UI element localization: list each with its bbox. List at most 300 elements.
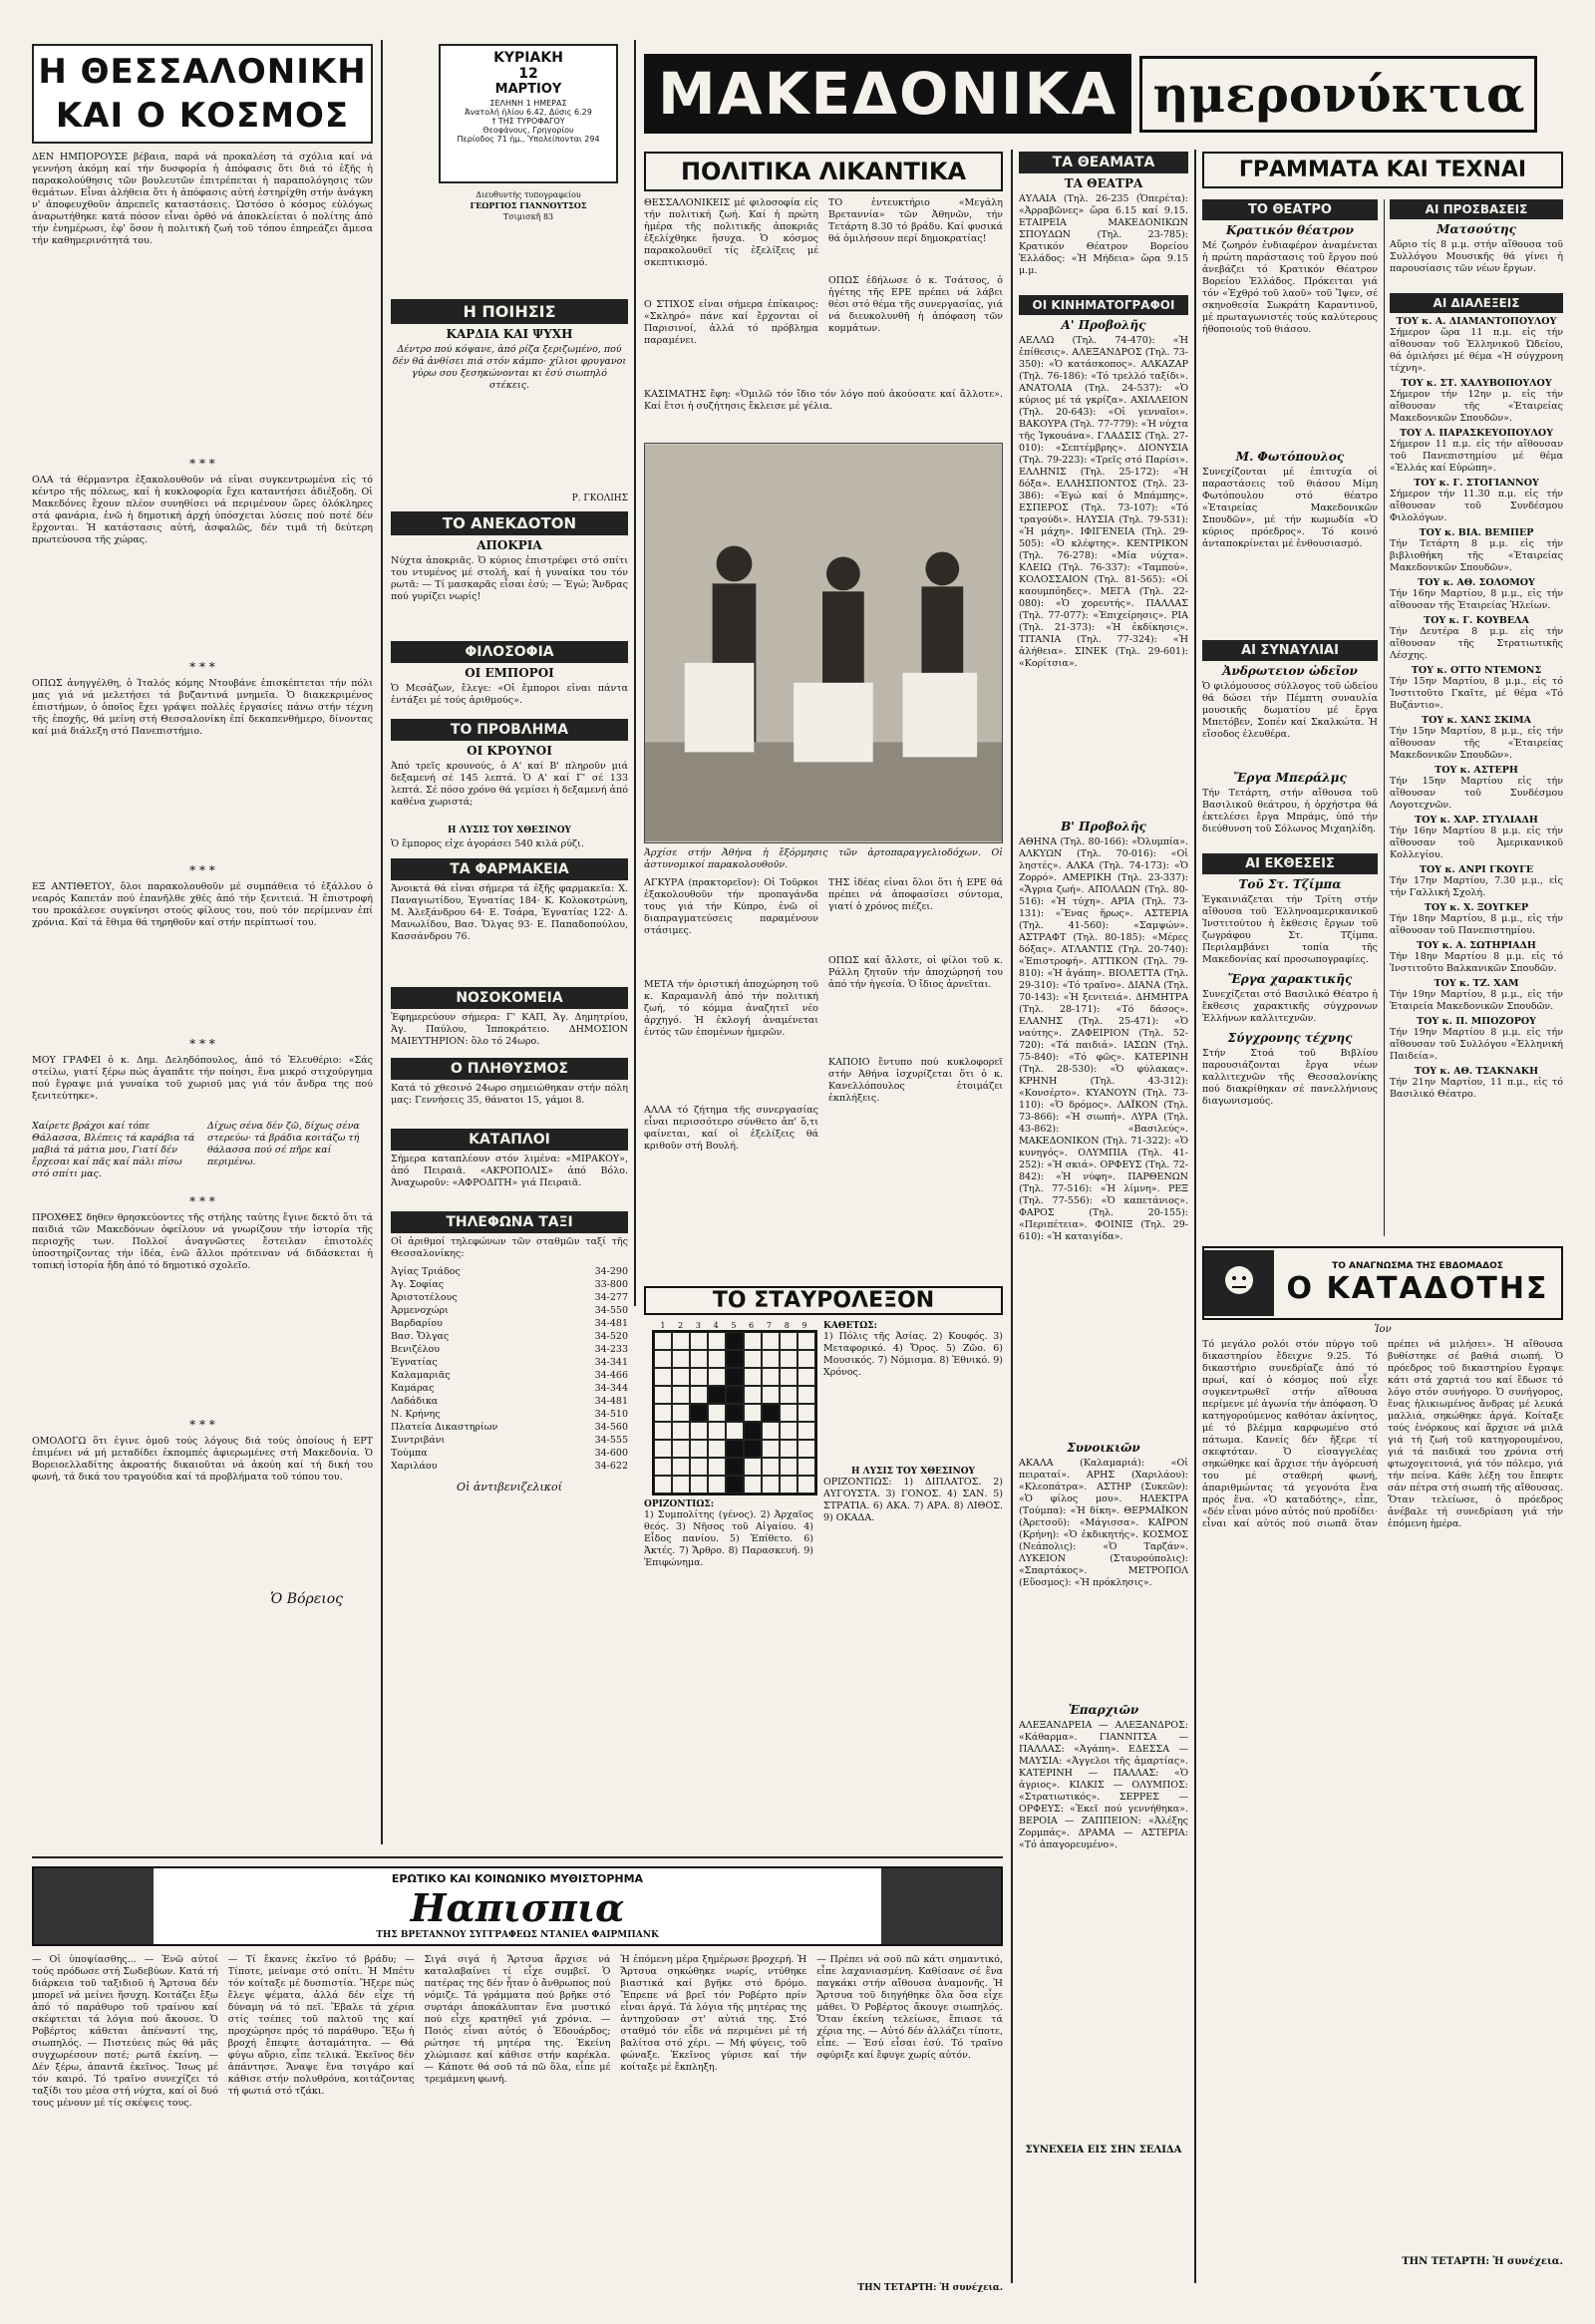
crossword-cell[interactable] <box>708 1350 726 1368</box>
lecture-speaker: ΤΟΥ κ. ΤΖ. ΧΑΜ <box>1434 978 1519 989</box>
crossword-cell[interactable] <box>690 1386 708 1404</box>
crossword-cell[interactable] <box>708 1458 726 1476</box>
crossword-cell[interactable] <box>726 1422 744 1440</box>
crossword-cell[interactable] <box>690 1440 708 1458</box>
crossword-cell[interactable] <box>780 1404 798 1422</box>
crossword-number: 6 <box>749 1321 755 1330</box>
taxi-phone-row <box>391 1304 628 1317</box>
crossword-cell <box>690 1404 708 1422</box>
serial-body: Τό μεγάλο ρολόι στόν πύργο τοῦ δικαστηρίου ἔδειχνε 9.25. Τό δικαστήριο συνεδρίαζε ἀπό τό πρωί, καί ὁ κόσμος πού εἶχε συγκεντρωθεῖ στήν αἴθουσα περίμενε μέ ἀγωνία τήν ἀπόφαση. Ὁ κατηγορούμενος καθόταν ἀκίνητος, μέ τό βλέμμα καρφωμένο στό πάτωμα. Κανείς δέν ἤξερε τί σκεφτόταν. Ὁ εἰσαγγελέας σηκώθηκε καί ἄρχισε τήν ἀγόρευσή του μέ σταθερή φωνή, ἀπαριθμώντας τά γεγονότα ἕνα πρός ἕνα. «Ὁ καταδότης», εἶπε, «δέν εἶναι μόνο αὐτός πού προδίδει· εἶναι καί αὐτός πού σιωπᾶ ὅταν πρέπει νά μιλήσει». Ἡ αἴθουσα βυθίστηκε σέ βαθιά σιωπή. Ὁ πρόεδρος τοῦ δικαστηρίου ἔγραψε κάτι στά χαρτιά του καί ἔδωσε τό λόγο στόν συνήγορο. Ὁ συνήγορος, ἕνας ἡλικιωμένος ἄνδρας μέ λευκά μαλλιά, σηκώθηκε ἀργά. Κοίταξε τούς ἐνόρκους καί ἄρχισε νά μιλᾶ γιά τή ζωή τοῦ κατηγορουμένου, γιά τά παιδικά του χρόνια στή φτωχογειτονιά, γιά τόν πόλεμο, γιά τήν πείνα. Κάθε λέξη του ἔπεφτε σάν πέτρα στή σιωπή τῆς αἴθουσας. Ὅταν τελείωσε, ὁ πρόεδρος ἀνέβαλε τή συνεδρίαση γιά τήν ἑπόμενη ἡμέρα. <box>1202 1339 1563 1529</box>
first-run-heading: Α' Προβολῆς <box>1061 318 1146 332</box>
crossword-cell[interactable] <box>708 1476 726 1494</box>
crossword-cell[interactable] <box>798 1458 815 1476</box>
population-heading: Ο ΠΛΗΘΥΣΜΟΣ <box>391 1058 628 1080</box>
lecture-speaker: ΤΟΥ κ. ΒΙΑ. ΒΕΜΠΕΡ <box>1419 527 1534 538</box>
crossword-solution: ΟΡΙΖΟΝΤΙΩΣ: 1) ΔΙΠΛΑΤΟΣ. 2) ΑΥΓΟΥΣΤΑ. 3) ΓΟΝΟΣ. 4) ΣΑΝ. 5) ΣΤΡΑΤΙΑ. 6) ΑΚΑ. 7) ΑΡΑ. 8) ΛΙΘΟΣ. 9) ΟΚΑΔΑ. <box>823 1477 1003 1523</box>
taxi-station-phone: 34-481 <box>594 1318 628 1329</box>
serial-portrait <box>1204 1250 1274 1316</box>
taxi-station-name: Συντριβάνι <box>391 1435 446 1446</box>
crossword-cell[interactable] <box>654 1458 672 1476</box>
crossword-cell <box>744 1440 762 1458</box>
lecture-details: Τήν 18ην Μαρτίου, 8 μ.μ., εἰς τήν αἴθουσαν τοῦ Πανεπιστημίου. <box>1390 913 1563 936</box>
pharmacies-body: Ἀνοικτά θά εἶναι σήμερα τά ἐξῆς φαρμακεῖα: Χ. Παναγιωτίδου, Ἐγνατίας 184· Κ. Κολοκοτρώνη, Μ. Ἀλεξάνδρου 64· Ε. Τσάρα, Ἐγνατίας 122· Δ. Μανωλίδου, Βασ. Ὄλγας 93· Ε. Παπαδοπούλου, Κασσάνδρου 76. <box>391 883 628 942</box>
column-5-header <box>1202 152 1563 188</box>
crossword-cell[interactable] <box>654 1386 672 1404</box>
serial-title: Ο ΚΑΤΑΔΟΤΗΣ <box>1286 1270 1549 1306</box>
taxi-station-name: Βαρδαρίου <box>391 1318 443 1329</box>
concerts-body: Ὁ φιλόμουσος σύλλογος τοῦ ὠδείου θά δώσει τήν Πέμπτη συναυλία μουσικῆς δωματίου μέ ἔργα Μπετόβεν, Σοπέν καί Σκαλκώτα. Ἡ εἴσοδος ἐλευθέρα. <box>1202 681 1378 740</box>
taxi-station-name: Χαριλάου <box>391 1461 438 1472</box>
crossword-cell[interactable] <box>654 1404 672 1422</box>
crossword-cell[interactable] <box>798 1422 815 1440</box>
crossword-cell[interactable] <box>780 1422 798 1440</box>
crossword-cell[interactable] <box>798 1386 815 1404</box>
article-para: ΟΠΩΣ ἀνηγγέλθη, ὁ Ἰταλός κόμης Ντουβάνε ἐπισκέπτεται τήν πόλι μας γιά νά μελετήσει τά βυζαντινά μνημεῖα. Ὁ διακεκριμένος ἐπιστήμων, ὁ ὁποῖος ἔχει γράψει πολλές ἐργασίες πάνω στήν τέχνη τῆς ἐποχῆς, θά μείνη στή Θεσσαλονίκη ἐπί δεκαπενθήμερο, δίνοντας καί μιά διάλεξη στό Πανεπιστήμιο. <box>32 678 373 737</box>
hospitals-heading: ΝΟΣΟΚΟΜΕΙΑ <box>391 987 628 1009</box>
crossword-cell[interactable] <box>690 1422 708 1440</box>
lecture-speaker: ΤΟΥ κ. Χ. ΞΟΥΓΚΕΡ <box>1424 902 1529 913</box>
photo-caption: Ἀρχίσε στήν Ἀθήνα ἡ ἔξόρμησις τῶν ἀρτοπαραγγελιοδόχων. Οἱ ἀστυνομικοί παρακολουθοῦν. <box>644 847 1003 870</box>
taxi-station-phone: 34-555 <box>594 1435 628 1446</box>
lecture-speaker: ΤΟΥ κ. ΟΤΤΟ ΝΤΕΜΟΝΣ <box>1411 665 1542 676</box>
lecture-speaker: ΤΟΥ κ. ΑΣΤΕΡΗ <box>1435 765 1518 776</box>
crossword-cell[interactable] <box>780 1368 798 1386</box>
taxi-phone-row <box>391 1421 628 1434</box>
taxi-phone-row <box>391 1447 628 1460</box>
theatres-heading: ΤΑ ΘΕΑΤΡΑ <box>1064 176 1143 190</box>
lecture-details: Τήν 15ην Μαρτίου, 8 μ.μ., εἰς τό Ἰνστιτοῦτο Γκαῖτε, μέ θέμα «Τό Βυζάντιο». <box>1390 676 1563 711</box>
crossword-cell <box>708 1386 726 1404</box>
crossword-cell <box>744 1422 762 1440</box>
bottom-serial-byline: ΤΗΣ ΒΡΕΤΑΝΝΟΥ ΣΥΓΓΡΑΦΕΩΣ ΝΤΑΝΙΕΛ ΦΑΙΡΜΠΑΝΚ <box>376 1930 659 1940</box>
crossword-cell[interactable] <box>708 1332 726 1350</box>
column-3-body <box>644 152 1003 1278</box>
crossword-cell[interactable] <box>780 1476 798 1494</box>
date-days: Περίοδος 71 ἡμ., Ὑπολείπονται 294 <box>457 135 600 144</box>
crossword-cell[interactable] <box>690 1476 708 1494</box>
lecture-speaker: ΤΟΥ κ. ΧΑΡ. ΣΤΥΛΙΑΔΗ <box>1415 815 1538 826</box>
weekly-serial <box>1202 1246 1563 2293</box>
separator-stars: * * * <box>189 1194 215 1208</box>
poetry-heading: Η ΠΟΙΗΣΙΣ <box>391 299 628 324</box>
crossword-cell[interactable] <box>798 1368 815 1386</box>
taxi-phone-row <box>391 1395 628 1408</box>
continued-note: ΣΥΝΕΧΕΙΑ ΕΙΣ ΣΗΝ ΣΕΛΙΔΑ <box>1025 2145 1182 2156</box>
taxi-station-phone: 34-466 <box>594 1370 628 1381</box>
taxi-phone-row <box>391 1460 628 1473</box>
taxi-station-phone: 34-481 <box>594 1396 628 1407</box>
crossword-cell[interactable] <box>762 1332 780 1350</box>
photopoulos-body: Συνεχίζονται μέ ἐπιτυχία οἱ παραστάσεις τοῦ θιάσου Μίμη Φωτόπουλου στό θέατρο «Ἑταιρείας Μακεδονικῶν Σπουδῶν», μέ τήν κωμωδία «Ὁ κύριος πρόεδρος». Τό κοινό ἀνταποκρίνεται μέ ἐνθουσιασμό. <box>1202 467 1378 549</box>
lectures-list <box>1390 316 1563 1101</box>
lecture-speaker: ΤΟΥ κ. Α. ΔΙΑΜΑΝΤΟΠΟΥΛΟΥ <box>1396 316 1557 327</box>
lectures-heading: ΑΙ ΔΙΑΛΕΞΕΙΣ <box>1390 293 1563 313</box>
lecture-speaker: ΤΟΥ κ. Α. ΣΩΤΗΡΙΑΔΗ <box>1417 940 1536 951</box>
serial-face-left <box>34 1868 154 1944</box>
crossword-cell[interactable] <box>708 1440 726 1458</box>
taxi-station-phone: 34-233 <box>594 1344 628 1355</box>
taxi-station-phone: 34-344 <box>594 1383 628 1394</box>
lecture-details: Τήν 15ην Μαρτίου, 8 μ.μ., εἰς τήν αἴθουσαν τῆς «Ἐταιρείας Μακεδονικῶν Σπουδῶν». <box>1390 726 1563 761</box>
crossword-cell <box>726 1458 744 1476</box>
politics-para: ΤΗΣ ἰδέας εἶναι ὅλοι ὅτι ἡ ΕΡΕ θά πρέπει νά ἀποφασίσει σύντομα, γιατί ὁ χρόνος πιέζει. <box>828 877 1003 912</box>
taxi-station-name: Ν. Κρήνης <box>391 1409 441 1420</box>
column-rule <box>1011 150 1013 2283</box>
crossword-cell[interactable] <box>672 1422 690 1440</box>
crossword-cell[interactable] <box>762 1458 780 1476</box>
taxi-station-phone: 34-290 <box>594 1266 628 1277</box>
crossword-cell[interactable] <box>744 1332 762 1350</box>
concerts-subheading: Ἀνδρωτειον ὠδεῖον <box>1222 664 1358 678</box>
date-moon: ΣΕΛΗΝΗ 1 ΗΜΕΡΑΣ <box>489 99 567 108</box>
poetry-body: Δέντρο πού κόψανε, ἀπό ρίζα ξεριζωμένο, πού δέν θά ἀνθίσει πιά στόν κάμπο· χίλιοι φρυγανοι γύρω σου ξεσηκώνονται κι ἐσύ σιωπηλό στέκεις. <box>392 344 627 391</box>
crossword-cell[interactable] <box>744 1404 762 1422</box>
concerts-subheading-2: Ἔργα Μπεράλμς <box>1233 771 1347 785</box>
crossword-cell[interactable] <box>654 1332 672 1350</box>
bottom-serial-kicker: ΕΡΩΤΙΚΟ ΚΑΙ ΚΟΙΝΩΝΙΚΟ ΜΥΘΙΣΤΟΡΗΜΑ <box>391 1872 644 1885</box>
crossword-cell[interactable] <box>744 1368 762 1386</box>
taxi-station-phone: 34-622 <box>594 1461 628 1472</box>
concerts-heading: ΑΙ ΣΥΝΑΥΛΙΑΙ <box>1202 640 1378 661</box>
crossword-cell[interactable] <box>690 1458 708 1476</box>
taxi-station-name: Λαδάδικα <box>391 1396 439 1407</box>
lecture-details: Τήν 16ην Μαρτίου, 8 μ.μ., εἰς τήν αἴθουσαν τῆς Ἑταιρείας Ἠλείων. <box>1390 588 1563 611</box>
crossword-cell[interactable] <box>672 1368 690 1386</box>
column-2-body <box>391 299 628 1864</box>
problem-body: Ἀπό τρεῖς κρουνούς, ὁ Α' καί Β' πληροῦν μιά δεξαμενή σέ 145 λεπτά. Ὁ Α' καί Γ' σέ 133 λεπτά. Σέ πόσο χρόνο θά γεμίσει ἡ δεξαμενή ἀπό καθένα χωριστά; <box>391 761 628 808</box>
crossword-cell[interactable] <box>762 1350 780 1368</box>
poem-right: Δίχως σένα δέν ζῶ, δίχως σένα στερεύω· τά βράδια κοιτάζω τή θάλασσα πού σέ πῆρε καί περιμένω. <box>207 1121 360 1167</box>
taxi-phone-row <box>391 1291 628 1304</box>
crossword-number: 8 <box>784 1321 790 1330</box>
article-para: ΕΞ ΑΝΤΙΘΕΤΟΥ, ὅλοι παρακολουθοῦν μέ συμπάθεια τό ἐξάλλου ὁ νεαρός Καπετάν πού ἐπανῆλθε χθές ἀπό τήν ξενιτειά. Ἡ ἐπιστροφή του προκάλεσε συγκίνησι στούς φίλους του, πού τόν περίμεναν ἐπί χρόνια. Καί τά ἔθιμα θά τηρηθοῦν καί στήν περίπτωσί του. <box>32 881 373 928</box>
politics-headline: ΠΟΛΙΤΙΚΑ ΛΙΚΑΝΤΙΚΑ <box>644 152 1003 191</box>
crossword-cell[interactable] <box>708 1422 726 1440</box>
problem-subheading: ΟΙ ΚΡΟΥΝΟΙ <box>467 744 552 758</box>
crossword-cell[interactable] <box>780 1332 798 1350</box>
taxi-station-name: Καλαμαριᾶς <box>391 1370 451 1381</box>
pharmacies-heading: ΤΑ ΦΑΡΜΑΚΕΙΑ <box>391 858 628 880</box>
crossword-cell[interactable] <box>798 1332 815 1350</box>
serial-face-right <box>881 1868 1001 1944</box>
face-icon <box>1214 1258 1264 1308</box>
crossword-cell[interactable] <box>762 1386 780 1404</box>
crossword-cell[interactable] <box>744 1458 762 1476</box>
lecture-details: Τήν Δευτέρα 8 μ.μ. εἰς τήν αἴθουσαν τῆς Στρατιωτικῆς Λέσχης. <box>1390 626 1563 661</box>
crossword-column-numbers <box>654 1321 813 1330</box>
politics-para: ΤΟ ἐντευκτήριο «Μεγάλη Βρεταννία» τῶν Ἀθηνῶν, τήν Τετάρτη 8.30 τό βράδυ. Καί φυσικά θά ὁμιλήσουν περί δημοκρατίας! <box>828 197 1003 244</box>
lecture-speaker: ΤΟΥ κ. ΑΝΡΙ ΓΚΟΥΓΕ <box>1419 864 1534 875</box>
bottom-serial-col: — Τί ἔκανες ἐκεῖνο τό βράδυ; — Τίποτε, μείναμε στό σπίτι. Ἡ Μπέτυ τόν κοίταξε μέ δυσπιστία. Ἤξερε πώς ἔλεγε ψέματα, ἀλλά δέν εἶχε τή δύναμη νά τό πεῖ. Ἔβαλε τά χέρια στίς τσέπες τοῦ παλτοῦ της καί προχώρησε πρός τό παράθυρο. Ἔξω ἡ βροχή ἔπεφτε ἀσταμάτητα. — Θά φύγω αὔριο, εἶπε τελικά. Ἐκεῖνος δέν ἀπάντησε. Ἄναψε ἕνα τσιγάρο καί κάθισε στήν πολυθρόνα, κοιτάζοντας τή φωτιά στό τζάκι. <box>227 1954 415 2097</box>
politics-para: ΟΠΩΣ καί ἄλλοτε, οἱ φίλοι τοῦ κ. Ράλλη ζητοῦν τήν ἀποχώρησή του ἀπό τήν ἡγεσία. Ὁ ἴδιος ἀρνεῖται. <box>828 955 1003 990</box>
crossword-cell[interactable] <box>762 1368 780 1386</box>
column-rule <box>1194 150 1196 2283</box>
taxi-phone-row <box>391 1278 628 1291</box>
article-para: ΜΟΥ ΓΡΑΦΕΙ ὁ κ. Δημ. Δεληδόπουλος, ἀπό τό Ἐλευθέριο: «Σάς στείλω, γιατί ξέρω πώς ἀγαπᾶτε τήν ποίησι, ἕνα μικρό στιχούργημα πού ἔγραψε μιά γυναίκα τοῦ χωριοῦ μας γιά τόν ἄνδρα της πού ξενιτεύτηκε». <box>32 1055 373 1102</box>
taxi-phones-intro: Οἱ ἀριθμοί τηλεφώνων τῶν σταθμῶν ταξί τῆς Θεσσαλονίκης: <box>391 1236 628 1259</box>
taxi-phone-list <box>391 1265 628 1473</box>
taxi-phone-row <box>391 1265 628 1278</box>
lecture-speaker: ΤΟΥ κ. Π. ΜΠΟΖΟΡΟΥ <box>1417 1016 1536 1027</box>
lecture-details: Τήν 19ην Μαρτίου, 8 μ.μ., εἰς τήν Ἑταιρεία Μακεδονικῶν Σπουδῶν. <box>1390 989 1563 1012</box>
separator-stars: * * * <box>189 660 215 674</box>
crossword-cell[interactable] <box>780 1440 798 1458</box>
crossword-cell <box>726 1404 744 1422</box>
crossword-cell <box>726 1386 744 1404</box>
crossword-cell[interactable] <box>672 1440 690 1458</box>
column-5b-body <box>1390 199 1563 1236</box>
crossword-cell[interactable] <box>762 1476 780 1494</box>
bottom-serial-title: Ηαπισπια <box>410 1885 625 1930</box>
poetry-subheading: ΚΑΡΔΙΑ ΚΑΙ ΨΥΧΗ <box>446 327 573 341</box>
column-title-line1: Η ΘΕΣΣΑΛΟΝΙΚΗ <box>38 52 367 92</box>
lecture-details: Σήμερον τήν 12ην μ. εἰς τήν αἴθουσαν τῆς «Ἐταιρείας Μακεδονικῶν Σπουδῶν». <box>1390 389 1563 424</box>
crossword-cell[interactable] <box>654 1350 672 1368</box>
crossword-cell[interactable] <box>708 1368 726 1386</box>
lecture-details: Τήν 15ην Μαρτίου εἰς τήν αἴθουσαν τοῦ Συνδέσμου Λογοτεχνῶν. <box>1390 776 1563 811</box>
masthead-title-a: ΜΑΚΕΔΟΝΙΚΑ <box>644 54 1131 134</box>
date-day: ΚΥΡΙΑΚΗ <box>493 50 563 66</box>
bottom-serial-body <box>32 1954 1003 2313</box>
bottom-serial-col: — Πρέπει νά σοῦ πῶ κάτι σημαντικό, εἶπε λαχανιασμένη. Καθίσανε σέ ἕνα παγκάκι στήν αἴθουσα ἀναμονῆς. Ἡ Ἄρτσυα τοῦ διηγήθηκε ὅλα ὅσα εἶχε μάθει. Ὁ Ροβέρτος ἄκουγε σιωπηλός. Ὅταν ἐκείνη τελείωσε, ἔπιασε τά χέρια της. — Αὐτό δέν ἀλλάζει τίποτε, εἶπε. — Ἐσύ εἶσαι ἐσύ. Τό τραῖνο σφύριξε καί ἔφυγε χωρίς αὐτόν. <box>816 1954 1003 2061</box>
crossword-cell <box>726 1440 744 1458</box>
crossword-cell[interactable] <box>780 1386 798 1404</box>
date-sun: Ἀνατολή ἡλίου 6.42, Δύσις 6.29 <box>465 108 592 117</box>
article-para: ΟΛΑ τά θέρμαντρα ἐξακολουθοῦν νά εἶναι συγκεντρωμένα εἰς τό κέντρο τῆς πόλεως, καί ἡ κυκλοφορία ἔχει καταντήσει ἀδιέξοδη. Οἱ Μακεδόνες ἔχουν πλέον συνηθίσει νά περιμένουν ὥρες ὁλόκληρες στά φανάρια, ἐνῶ ἡ δημοτική ἀρχή ὑπόσχεται λύσεις πού ποτέ δέν ἔρχονται. Ἡ κατάστασις αὐτή, ἀσφαλῶς, δέν τιμᾶ τή δεύτερη πρωτεύουσα τῆς χώρας. <box>32 475 373 545</box>
crossword-number: 9 <box>801 1321 807 1330</box>
separator-stars: * * * <box>189 1037 215 1051</box>
presentations-subheading: Ματσούτης <box>1436 222 1516 236</box>
main-masthead <box>644 44 1563 144</box>
politics-para: ΑΓΚΥΡΑ (πρακτορεῖον): Οἱ Τοῦρκοι ἐξακολουθοῦν τήν προπαγάνδα τους γιά τήν Κύπρο, ἐνῶ οἱ διαπραγματεύσεις παραμένουν στάσιμες. <box>644 877 818 936</box>
date-box <box>439 44 618 183</box>
taxi-station-name: Ἐγνατίας <box>391 1357 438 1368</box>
taxi-station-phone: 34-277 <box>594 1292 628 1303</box>
date-number: 12 <box>518 66 538 82</box>
crossword-cell[interactable] <box>672 1386 690 1404</box>
exhibitions-body: Ἐγκαινιάζεται τήν Τρίτη στήν αἴθουσα τοῦ Ἑλληνοαμερικανικοῦ Ἰνστιτούτου ἡ ἔκθεσις ἔργων τοῦ ζωγράφου Στ. Τζίμπα. Περιλαμβάνει τοπία τῆς Μακεδονίας καί προσωπογραφίες. <box>1202 894 1378 965</box>
second-run-list: ΑΘΗΝΑ (Τηλ. 80-166): «Ὀλυμπία». ΑΛΚΥΩΝ (Τηλ. 70-016): «Οἱ ληστές». ΑΛΚΑ (Τηλ. 74-173): «Ὁ Ζορρό». ΑΜΕΡΙΚΗ (Τηλ. 23-337): «Ἄγρια ζωή». ΑΠΟΛΛΩΝ (Τηλ. 80-516): «Ἡ τύχη». ΑΡΙΑ (Τηλ. 73-131): «Ἕνας ἥρως». ΑΣΤΕΡΙΑ (Τηλ. 41-560): «Σαμψών». ΑΣΤΡΑΦΤ (Τηλ. 80-185): «Μέρες δόξας». ΑΤΛΑΝΤΙΣ (Τηλ. 20-740): «Ἐπιστροφή». ΑΤΤΙΚΟΝ (Τηλ. 79-810): «Ἡ ἀγάπη». ΒΙΟΛΕΤΤΑ (Τηλ. 29-310): «Τό τραῖνο». ΔΙΑΝΑ (Τηλ. 70-143): «Ἡ ξενιτειά». ΔΗΜΗΤΡΑ (Τηλ. 28-171): «Τό δάσος». ΕΛΑΝΗΣ (Τηλ. 25-471): «Ὁ ναύτης». ΖΑΦΕΙΡΙΟΝ (Τηλ. 52-720): «Τά παιδιά». ΙΑΣΩΝ (Τηλ. 75-840): «Τό φῶς». ΚΑΤΕΡΙΝΗ (Τηλ. 28-530): «Ὁ φύλακας». ΚΡΗΝΗ (Τηλ. 43-312): «Κονσέρτο». ΚΥΑΝΟΥΝ (Τηλ. 73-110): «Ὁ δρόμος». ΛΑΪΚΟΝ (Τηλ. 73-866): «Ἡ σιωπή». ΛΥΡΑ (Τηλ. 43-862): «Βασιλεύς». ΜΑΚΕΔΟΝΙΚΟΝ (Τηλ. 71-322): «Ὁ κυνηγός». ΟΛΥΜΠΙΑ (Τηλ. 41-252): «Ἡ σκιά». ΟΡΦΕΥΣ (Τηλ. 72-842): «Ἡ νύφη». ΠΑΡΘΕΝΩΝ (Τηλ. 77-516): «Ἡ λίμνη». ΡΕΞ (Τηλ. 77-556): «Ὁ καπετάνιος». ΦΑΡΟΣ (Τηλ. 20-155): «Περιπέτεια». ΦΟΙΝΙΞ (Τηλ. 29-610): «Ἡ καταιγίδα». <box>1019 836 1188 1242</box>
politics-para: ΜΕΤΑ τήν ὁριστική ἀποχώρηση τοῦ κ. Καραμανλῆ ἀπό τήν πολιτική ζωή, τό κόμμα ἀναζητεῖ νέο ἀρχηγό. Ἡ ἐκλογή ἀναμένεται ἐντός τῶν ἑπομένων ἡμερῶν. <box>644 979 818 1038</box>
taxi-phone-row <box>391 1343 628 1356</box>
crossword-cell[interactable] <box>762 1422 780 1440</box>
problem-answer-heading: Η ΛΥΣΙΣ ΤΟΥ ΧΘΕΣΙΝΟΥ <box>448 826 571 835</box>
separator-stars: * * * <box>189 457 215 471</box>
date-saint: † ΤΗΣ ΤΥΡΟΦΑΓΟΥ <box>491 117 565 126</box>
crossword-cell[interactable] <box>672 1476 690 1494</box>
second-run-heading: Β' Προβολῆς <box>1061 820 1146 833</box>
lecture-details: Τήν 17ην Μαρτίου, 7.30 μ.μ., εἰς τήν Γαλλική Σχολή. <box>1390 875 1563 898</box>
crossword-cell <box>726 1476 744 1494</box>
photo-illustration <box>645 444 1002 842</box>
politics-para: ΚΑΠΟΙΟ ἔντυπο πού κυκλοφορεῖ στήν Ἀθήνα ἰσχυρίζεται ὅτι ὁ κ. Κανελλόπουλος ἑτοιμάζει ἐκπλήξεις. <box>828 1057 1003 1104</box>
photopoulos-subheading: Μ. Φωτόπουλος <box>1235 450 1345 464</box>
exhibitions-subheading-2: Ἔργα χαρακτικῆς <box>1227 972 1353 986</box>
arts-heading: ΓΡΑΜΜΑΤΑ ΚΑΙ ΤΕΧΝΑΙ <box>1202 152 1563 188</box>
taxi-station-phone: 34-550 <box>594 1305 628 1316</box>
taxi-station-name: Βενιζέλου <box>391 1344 440 1355</box>
taxi-phone-row <box>391 1408 628 1421</box>
taxi-phone-row <box>391 1356 628 1369</box>
column-4-body <box>1019 152 1188 2315</box>
crossword-cell[interactable] <box>690 1350 708 1368</box>
crossword-down-heading: ΚΑΘΕΤΩΣ: <box>823 1321 877 1331</box>
taxi-station-name: Ἀριστοτέλους <box>391 1292 458 1303</box>
crossword-cell[interactable] <box>780 1458 798 1476</box>
theatre-heading: ΤΟ ΘΕΑΤΡΟ <box>1202 199 1378 220</box>
theatre-body: Μέ ζωηρόν ἐνδιαφέρον ἀναμένεται ἡ πρώτη παράστασις τοῦ ἔργου πού ἀνεβάζει τό Κρατικόν Θέατρον Βορείου Ἑλλάδος. Πρόκειται γιά τόν «Ἐχθρό τοῦ λαοῦ» τοῦ Ἴψεν, σέ σκηνοθεσία Σωκράτη Καραντινοῦ, μέ πρωταγωνιστές τούς καλύτερους ἠθοποιούς τοῦ θιάσου. <box>1202 240 1378 335</box>
crossword-cell[interactable] <box>798 1476 815 1494</box>
cinemas-heading: ΟΙ ΚΙΝΗΜΑΤΟΓΡΑΦΟΙ <box>1019 295 1188 315</box>
crossword-cell[interactable] <box>798 1440 815 1458</box>
concerts-body-2: Τήν Τετάρτη, στήν αἴθουσα τοῦ Βασιλικοῦ θεάτρου, ἡ ὀρχήστρα θά ἐκτελέσει ἔργα Μπράμς, ὑπό τήν διεύθυνση τοῦ Σόλωνος Μιχαηλίδη. <box>1202 788 1378 834</box>
first-run-list: ΑΕΛΛΩ (Τηλ. 74-470): «Ἡ ἐπίθεσις». ΑΛΕΞΑΝΔΡΟΣ (Τηλ. 73-350): «Ὁ κατάσκοπος». ΑΛΚΑΖΑΡ (Τηλ. 76-186): «Τό τρελλό ταξίδι». ΑΝΑΤΟΛΙΑ (Τηλ. 24-537): «Ὁ κύριος μέ τά γκρίζα». ΑΧΙΛΛΕΙΟΝ (Τηλ. 20-643): «Οἱ γενναῖοι». ΒΑΚΟΥΡΑ (Τηλ. 77-779): «Ἡ νύχτα τῆς Ἰγκουάνα». ΓΛΑΔΣΙΣ (Τηλ. 27-010): «Σεπτέμβρης». ΔΙΟΝΥΣΙΑ (Τηλ. 79-223): «Τρεῖς στό Παρίσι». ΕΛΛΗΝΙΣ (Τηλ. 25-172): «Ἡ δόξα». ΕΛΛΗΣΠΟΝΤΟΣ (Τηλ. 23-386): «Ἐγώ καί ὁ Μπάμπης». ΕΣΠΕΡΟΣ (Τηλ. 73-107): «Τό τραγούδι». ΗΛΥΣΙΑ (Τηλ. 79-531): «Ἡ μάχη». ΙΦΙΓΕΝΕΙΑ (Τηλ. 29-505): «Ὁ κλέφτης». ΚΕΝΤΡΙΚΟΝ (Τηλ. 76-278): «Μία νύχτα». ΚΛΕΙΩ (Τηλ. 76-337): «Ταμπού». ΚΟΛΟΣΣΑΙΟΝ (Τηλ. 81-565): «Οἱ καουμπόηδες». ΜΕΓΑ (Τηλ. 22-080): «Ὁ χορευτής». ΠΑΛΛΑΣ (Τηλ. 77-077): «Ἐπιχείρησις». ΡΙΑ (Τηλ. 21-373): «Ἡ ἐκδίκησις». ΤΙΤΑΝΙΑ (Τηλ. 77-324): «Ἡ ἀλήθεια». ΣΙΝΕΚ (Τηλ. 29-601): «Κορίτσια». <box>1019 335 1188 669</box>
crossword-cell[interactable] <box>654 1440 672 1458</box>
lecture-details: Τήν 16ην Μαρτίου 8 μ.μ. εἰς τήν αἴθουσαν τοῦ Ἀμερικανικοῦ Κολλεγίου. <box>1390 826 1563 860</box>
article-para: ΟΜΟΛΟΓΩ ὅτι ἐγινε ὁμοῦ τούς λόγους διά τούς ὁποίους ἡ ΕΡΤ ἐπιμένει νά μή μεταδίδει ἐκπομπές ἀφιερωμένες στή Μακεδονία. Ὁ Βορειοελλαδίτης ἀκροατής δικαιοῦται νά ἀκούη καί τή δική του φωνή, τά δικά του τραγούδια καί τά προβλήματα τοῦ τόπου του. <box>32 1436 373 1483</box>
exhibitions-body-2: Συνεχίζεται στό Βασιλικό Θέατρο ἡ ἔκθεσις χαρακτικῆς σύγχρονων Ἑλλήνων καλλιτεχνῶν. <box>1202 989 1378 1024</box>
crossword-cell[interactable] <box>672 1332 690 1350</box>
column-title-line2: ΚΑΙ Ο ΚΟΣΜΟΣ <box>55 96 350 136</box>
crossword-number: 5 <box>731 1321 737 1330</box>
serial-author: Ἰον <box>1374 1324 1392 1335</box>
shows-heading: ΤΑ ΘΕΑΜΑΤΑ <box>1019 152 1188 173</box>
lecture-details: Τήν Τετάρτη 8 μ.μ. εἰς τήν βιβλιοθήκη τῆς «Ἐταιρείας Μακεδονικῶν Σπουδῶν». <box>1390 538 1563 573</box>
politics-para: ΚΑΣΙΜΑΤΗΣ ἔφη: «Ὁμιλῶ τόν ἴδιο τόν λόγο πού ἀκούσατε καί ἄλλοτε». Καί ἔτσι ἡ συζήτησις ἔκλεισε μέ γέλια. <box>644 389 1003 412</box>
crossword-cell[interactable] <box>690 1368 708 1386</box>
taxi-phone-row <box>391 1330 628 1343</box>
taxi-station-name: Τούμπα <box>391 1448 428 1459</box>
crossword-number: 2 <box>678 1321 684 1330</box>
crossword-grid[interactable] <box>652 1330 817 1495</box>
column-rule <box>634 40 636 1306</box>
serial-kicker: ΤΟ ΑΝΑΓΝΩΣΜΑ ΤΗΣ ΕΒΔΟΜΑΔΟΣ <box>1332 1260 1503 1271</box>
crossword-cell <box>726 1350 744 1368</box>
crossword-cell[interactable] <box>654 1476 672 1494</box>
presentations-heading: ΑΙ ΠΡΟΣΒΑΣΕΙΣ <box>1390 199 1563 219</box>
news-photo <box>644 443 1003 843</box>
exhibitions-subheading: Τοῦ Στ. Τζίμπα <box>1238 877 1342 891</box>
crossword-cell[interactable] <box>744 1350 762 1368</box>
director-name: ΓΕΩΡΓΙΟΣ ΓΙΑΝΝΟΥΤΣΟΣ <box>470 200 587 210</box>
taxi-station-phone: 33-800 <box>594 1279 628 1290</box>
crossword-cell[interactable] <box>672 1404 690 1422</box>
crossword-down-clues: 1) Πόλις τῆς Ἀσίας. 2) Κουφός. 3) Μεταφορικό. 4) Ὄρος. 5) Ζῶο. 6) Μουσικός. 7) Νόμισμα. 8) Ἐθνικό. 9) Χρόνος. <box>823 1331 1003 1378</box>
crossword-cell[interactable] <box>798 1404 815 1422</box>
crossword-cell[interactable] <box>690 1332 708 1350</box>
provinces-heading: Ἐπαρχιῶν <box>1068 1703 1139 1717</box>
crossword-number: 3 <box>695 1321 701 1330</box>
exhibitions-heading: ΑΙ ΕΚΘΕΣΕΙΣ <box>1202 853 1378 874</box>
problem-heading: ΤΟ ΠΡΟΒΛΗΜΑ <box>391 719 628 741</box>
neighborhood-list: ΑΚΑΛΑ (Καλαμαριά): «Οἱ πειραταί». ΑΡΗΣ (Χαριλάου): «Κλεοπάτρα». ΑΣΤΗΡ (Συκεῶν): «Ὁ φίλος μου». ΗΛΕΚΤΡΑ (Τούμπα): «Ἡ δίκη». ΘΕΡΜΑΪΚΟΝ (Ἀρετσοῦ): «Μάγισσα». ΚΑΪΡΟΝ (Κρήνη): «Ὁ ἐκδικητής». ΚΟΣΜΟΣ (Νεάπολις): «Ὁ Ταρζάν». ΛΥΚΕΙΟΝ (Σταυρούπολις): «Σπαρτάκος». ΜΕΤΡΟΠΟΛ (Εὔοσμος): «Ἡ πρόκλησις». <box>1019 1458 1188 1588</box>
crossword-across-clues: 1) Συμπολίτης (γένος). 2) Ἀρχαῖος θεός. 3) Νῆσος τοῦ Αἰγαίου. 4) Εἶδος πανίου. 5) Ἐπίθετο. 6) Ἀκτές. 7) Ἄρθρο. 8) Παρασκευή. 9) Ἐπιφώνημα. <box>644 1509 813 1568</box>
crossword-cell[interactable] <box>744 1386 762 1404</box>
theatres-list: ΑΥΛΑΙΑ (Τηλ. 26-235 (Ὁπερέτα): «Ἀρραβῶνες» ὥρα 6.15 καί 9.15. ΕΤΑΙΡΕΙΑ ΜΑΚΕΔΟΝΙΚΩΝ ΣΠΟΥΔΩΝ (Τηλ. 23-785): Κρατικόν Θέατρον Βορείου Ἑλλάδος: «Ἡ Μήδεια» ὥρα 9.15 μ.μ. <box>1019 193 1188 276</box>
crossword-cell[interactable] <box>798 1350 815 1368</box>
crossword-cell[interactable] <box>708 1404 726 1422</box>
crossword-section <box>644 1286 1003 1585</box>
poetry-author: Ρ. ΓΚΟΛΙΗΣ <box>571 494 628 503</box>
taxi-phones-heading: ΤΗΛΕΦΩΝΑ ΤΑΞΙ <box>391 1211 628 1233</box>
article-para: ΠΡΟΧΘΕΣ δηθεν θρησκεύοντες τῆς στήλης ταύτης ἔγινε δεκτό ὅτι τά παιδιά τῶν Μακεδόνων ὀφείλουν νά γνωρίζουν τήν ἱστορία τῆς περιοχῆς των. Πολλοί ἀναγνῶστες ἔστειλαν ἐπιστολές ὑποστηρίζοντας τήν ἰδέα, ἐνῶ ἄλλοι πρότειναν νά διδάσκεται ἡ τοπική ἱστορία ἤδη ἀπό τό δημοτικό σχολεῖο. <box>32 1212 373 1271</box>
exhibitions-subheading-3: Σύγχρονης τέχνης <box>1227 1031 1353 1045</box>
anecdote-subheading: ΑΠΟΚΡΙΑ <box>477 538 542 552</box>
taxi-station-name: Πλατεία Δικαστηρίων <box>391 1422 498 1433</box>
crossword-cell[interactable] <box>672 1458 690 1476</box>
crossword-cell[interactable] <box>654 1368 672 1386</box>
column-rule <box>1384 199 1385 1236</box>
taxi-station-name: Ἀγίας Τριάδος <box>391 1266 461 1277</box>
provinces-list: ΑΛΕΞΑΝΔΡΕΙΑ — ΑΛΕΞΑΝΔΡΟΣ: «Κάθαρμα». ΓΙΑΝΝΙΤΣΑ — ΠΑΛΛΑΣ: «Ἀγάπη». ΕΔΕΣΣΑ — ΜΑΥΣΙΑ: «Ἀγγελοι τῆς ἁμαρτίας». ΚΑΤΕΡΙΝΗ — ΠΑΛΛΑΣ: «Ὁ ἀγριος». ΚΙΛΚΙΣ — ΟΛΥΜΠΟΣ: «Στρατιωτικός». ΣΕΡΡΕΣ — ΟΡΦΕΥΣ: «Ἐκεῖ πού γεννήθηκα». ΒΕΡΟΙΑ — ΖΑΠΠΕΙΟΝ: «Ἀλέξης Ζορμπάς». ΔΡΑΜΑ — ΑΣΤΕΡΙΑ: «Τό ἀπαγορευμένο». <box>1019 1720 1188 1850</box>
arrivals-heading: ΚΑΤΑΠΛΟΙ <box>391 1129 628 1151</box>
crossword-solution-heading: Η ΛΥΣΙΣ ΤΟΥ ΧΘΕΣΙΝΟΥ <box>851 1467 975 1477</box>
taxi-phone-row <box>391 1434 628 1447</box>
lecture-speaker: ΤΟΥ κ. Γ. ΣΤΟΓΙΑΝΝΟΥ <box>1414 478 1539 489</box>
problem-answer: Ὁ ἔμπορος εἶχε ἀγοράσει 540 κιλά ρύζι. <box>391 838 584 849</box>
column-rule <box>381 40 383 1844</box>
separator-stars: * * * <box>189 1418 215 1432</box>
presentations-body: Αὔριο τίς 8 μ.μ. στήν αἴθουσα τοῦ Συλλόγου Μουσικῆς θά γίνει ἡ παρουσίασις τῶν νέων ἔργων. <box>1390 239 1563 274</box>
column-5a-body <box>1202 199 1378 1236</box>
politics-para: ΑΛΛΑ τό ζήτημα τῆς συνεργασίας εἶναι περισσότερο σύνθετο ἀπ' ὅ,τι φαίνεται, καί οἱ ἐξελίξεις θά κριθοῦν στή Βουλή. <box>644 1105 818 1152</box>
crossword-cell <box>726 1332 744 1350</box>
taxi-station-phone: 34-341 <box>594 1357 628 1368</box>
theatre-subheading: Κρατικόν θέατρον <box>1226 223 1354 237</box>
crossword-cell <box>762 1404 780 1422</box>
taxi-station-phone: 34-560 <box>594 1422 628 1433</box>
director-address: Τσιμισκῆ 83 <box>502 212 554 221</box>
signature: Ὁ Βόρειος <box>270 1591 343 1607</box>
crossword-cell[interactable] <box>780 1350 798 1368</box>
lecture-details: Σήμερον τήν 11.30 π.μ. εἰς τήν αἴθουσαν τοῦ Συνδέσμου Φιλολόγων. <box>1390 489 1563 523</box>
crossword-cell <box>726 1368 744 1386</box>
poem-left: Χαίρετε βράχοι καί τόπε Θάλασσα, Βλέπεις τά καράβια τά μαβιά τά μάτια μου, Γιατί δέν ἔρχεσαι καί πᾶς καί πάλι πίσω στό σπίτι μας. <box>32 1121 195 1179</box>
article-lead: ΔΕΝ ΗΜΠΟΡΟΥΣΕ βέβαια, παρά νά προκαλέση τά σχόλια καί νά γεννήση ἀκόμη καί τήν δυσφορία ἡ ἀπόφασις ὅτι διά τό ἑξῆς ἡ παρακολούθησις τῶν βουλευτῶν ἐπιτρέπεται ἡ παραπολόγησις τῶν θεμάτων. Εἶναι ἀλήθεια ὅτι ἡ ἀπόφασις αὐτή ἐστηρίχθη στήν ἀνάγκη ν' ἀποφευχθοῦν ἀπρεπεῖς καταστάσεις. Ὡστόσο ὁ κόσμος εὐλόγως ἀναρωτήθηκε κατά πόσον εἶναι ὀρθό νά ἀποκλείεται ὁ πολίτης ἀπό τήν ἐνημέρωσι, ἐφ' ὅσον ἡ πολιτική ζωή τοῦ τόπου ἐπηρεάζει ἄμεσα τήν καθημερινότητά του. <box>32 152 373 246</box>
bottom-serial-col: — Οἱ ὑποψίασθης... — Ἐνῶ αὐτοί τούς πρόδωσε στή Σωδεβύων. Κατά τή διάρκεια τοῦ ταξιδιοῦ ἡ Ἄρτσυα δέν μπορεῖ νά μείνει ἥσυχη. Κοιτάζει ἔξω ἀπό τό παράθυρο τοῦ τραίνου καί σκέφτεται τά λόγια πού ἄκουσε. Ὁ Ροβέρτος κάθεται ἀπέναντί της, σιωπηλός. — Πιστεύεις πώς θά μᾶς συγχωρέσουν ποτέ; ρωτᾶ ἐκείνη. — Δέν ξέρω, ἀπαντᾶ ἐκεῖνος. Ἴσως μέ τόν καιρό. Τό τραῖνο συνεχίζει τό ταξίδι του μέσα στή νύχτα, καί οἱ δυό τους μένουν μέ τίς σκέψεις τους. <box>32 1954 218 2109</box>
bottom-serial-col: Σιγά σιγά ἡ Ἄρτσυα ἄρχισε νά καταλαβαίνει τί εἶχε συμβεῖ. Ὁ πατέρας της δέν ἦταν ὁ ἄνθρωπος πού νόμιζε. Τά γράμματα πού βρῆκε στό συρτάρι ἀποκάλυπταν ἕνα μυστικό πού εἶχε κρατηθεῖ γιά χρόνια. — Ποιός εἶναι αὐτός ὁ Ἐδουάρδος; ρώτησε τή μητέρα της. Ἐκείνη χλώμιασε καί κάθισε στήν καρέκλα. — Κάποτε θά σοῦ τά πῶ ὅλα, εἶπε μέ τρεμάμενη φωνή. <box>424 1954 611 2085</box>
anecdote-body: Νύχτα ἀποκριᾶς. Ὁ κύριος ἐπιστρέφει στό σπίτι του ντυμένος μέ στολή, καί ἡ γυναίκα του τόν ρωτᾶ: — Τί μασκαρᾶς εἶσαι ἐσύ; — Ἐγώ; Ἄνδρας πού γυρίζει νωρίς! <box>391 555 628 602</box>
taxi-station-name: Βασ. Ὄλγας <box>391 1331 450 1342</box>
taxi-station-name: Καμάρας <box>391 1383 435 1394</box>
taxi-phone-row <box>391 1317 628 1330</box>
lecture-details: Σήμερον 11 π.μ. εἰς τήν αἴθουσαν τοῦ Πανεπιστημίου μέ θέμα «Ἐλλάς καί Εὐρώπη». <box>1390 439 1563 474</box>
arrivals-body: Σήμερα καταπλέουν στόν λιμένα: «ΜΙΡΑΚΟΥ», ἀπό Πειραιᾶ. «ΑΚΡΟΠΟΛΙΣ» ἀπό Βόλο. Ἀναχωροῦν: «ΑΦΡΟΔΙΤΗ» γιά Πειραιᾶ. <box>391 1154 628 1188</box>
lecture-speaker: ΤΟΥ Λ. ΠΑΡΑΣΚΕΥΟΠΟΥΛΟΥ <box>1399 428 1553 439</box>
column-1-body <box>32 152 373 1846</box>
exhibitions-body-3: Στήν Στοά τοῦ Βιβλίου παρουσιάζονται ἔργα νέων καλλιτεχνῶν τῆς Θεσσαλονίκης πού διακρίθηκαν σέ πανελλήνιους διαγωνισμούς. <box>1202 1048 1378 1107</box>
bottom-rule <box>32 1856 1003 1858</box>
politics-para: ΘΕΣΣΑΛΟΝΙΚΕΙΣ μέ φιλοσοφία εἰς τήν πολιτική ζωή. Καί ἡ πρώτη ἡμέρα τῆς πολιτικῆς ἀποκριᾶς ἐξελίχθηκε ἥσυχα. Ὁ κόσμος παρακολουθεῖ τίς ἐξελίξεις μέ σκεπτικισμό. <box>644 197 818 268</box>
crossword-cell[interactable] <box>762 1440 780 1458</box>
column-title-box <box>32 44 373 144</box>
taxi-station-phone: 34-510 <box>594 1409 628 1420</box>
crossword-cell[interactable] <box>654 1422 672 1440</box>
date-month: ΜΑΡΤΙΟΥ <box>494 82 562 97</box>
hospitals-body: Ἐφημερεύουν σήμερα: Γ' ΚΑΠ, Ἁγ. Δημητρίου, Ἁγ. Παύλου, Ἱπποκράτειο. ΔΗΜΟΣΙΟΝ ΜΑΙΕΥΤΗΡΙΟΝ: ὅλο τό 24ωρο. <box>391 1012 628 1047</box>
lecture-details: Σήμερον ὥρα 11 π.μ. εἰς τήν αἴθουσαν τοῦ Ἑλληνικοῦ Ὠδείου, θά ὁμιλήσει μέ θέμα «Ἡ σύγχρονη τέχνη». <box>1390 327 1563 374</box>
crossword-number: 1 <box>660 1321 666 1330</box>
lecture-details: Τήν 21ην Μαρτίου, 11 π.μ., εἰς τό Βασιλικό Θέατρο. <box>1390 1077 1563 1100</box>
taxi-station-phone: 34-520 <box>594 1331 628 1342</box>
philosophy-body: Ὁ Μεσάζων, ἔλεγε: «Οἱ ἔμποροι εἶναι πάντα ἐντάξει μέ τούς ἀριθμούς». <box>391 683 628 706</box>
taxi-station-name: Ἀρμενοχώρι <box>391 1305 449 1316</box>
crossword-cell[interactable] <box>672 1350 690 1368</box>
lecture-details: Τήν 19ην Μαρτίου 8 μ.μ. εἰς τήν αἴθουσαν τοῦ Συλλόγου «Ἑλληνική Παιδεία». <box>1390 1027 1563 1062</box>
masthead-title-b: ημερονύκτια <box>1139 56 1537 133</box>
crossword-cell[interactable] <box>744 1476 762 1494</box>
anecdote-heading: ΤΟ ΑΝΕΚΔΟΤΟΝ <box>391 511 628 535</box>
